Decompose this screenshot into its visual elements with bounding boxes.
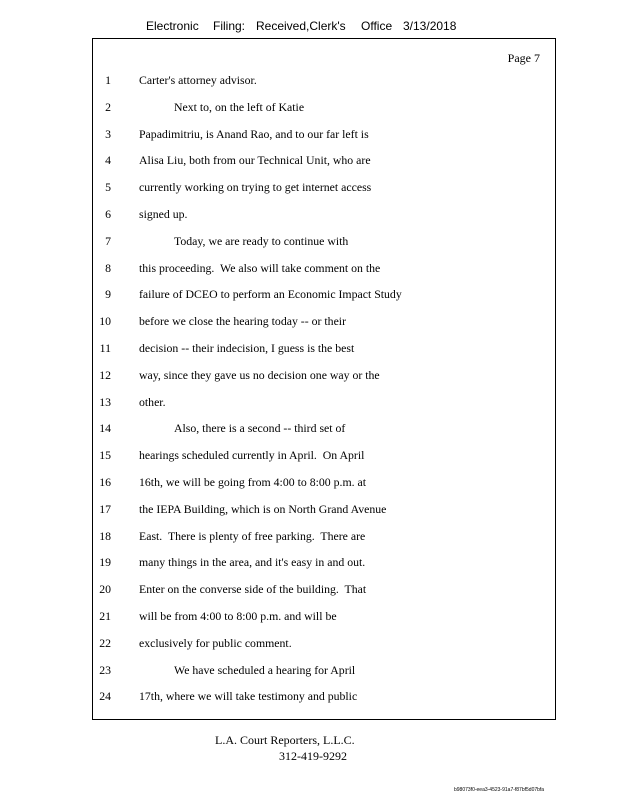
document-id: b98073f0-eea3-4523-91a7-f87bf5d07bfa	[454, 787, 545, 793]
line-text: 16th, we will be going from 4:00 to 8:00 p.m. at	[139, 475, 367, 489]
line-text: Next to, on the left of Katie	[174, 99, 305, 114]
line-number: 23	[99, 662, 111, 677]
line-number: 6	[105, 207, 111, 221]
transcript-line	[93, 582, 555, 602]
line-text: Today, we are ready to continue with	[174, 233, 349, 248]
line-text: Papadimitriu, is Anand Rao, and to our far left is	[139, 126, 369, 141]
transcript-line	[93, 636, 555, 656]
stamp-office: Office	[361, 19, 393, 33]
transcript-line	[93, 180, 555, 200]
line-text: East. There is plenty of free parking. There are	[139, 528, 366, 543]
transcript-line	[93, 100, 555, 120]
transcript-page	[92, 38, 556, 720]
line-text: Alisa Liu, both from our Technical Unit, who are	[139, 153, 371, 168]
line-text: will be from 4:00 to 8:00 p.m. and will be	[139, 609, 337, 623]
line-number: 19	[99, 555, 111, 570]
transcript-line	[93, 73, 555, 93]
line-number: 8	[105, 260, 111, 275]
transcript-line	[93, 127, 555, 147]
transcript-line	[93, 663, 555, 683]
line-number: 9	[105, 287, 111, 302]
line-text: before we close the hearing today -- or their	[139, 314, 347, 329]
stamp-date: 3/13/2018	[403, 19, 457, 33]
transcript-line	[93, 395, 555, 415]
line-text: this proceeding. We also will take comment on the	[139, 260, 381, 275]
line-text: failure of DCEO to perform an Economic Impact Study	[139, 287, 402, 302]
court-reporter-firm: L.A. Court Reporters, L.L.C.	[215, 733, 355, 747]
line-number: 12	[99, 367, 111, 382]
line-text: signed up.	[139, 207, 188, 221]
line-text: Also, there is a second -- third set of	[174, 421, 346, 436]
line-number: 2	[105, 99, 111, 114]
transcript-line	[93, 502, 555, 522]
transcript-line	[93, 314, 555, 334]
transcript-line	[93, 234, 555, 254]
line-number: 20	[99, 582, 111, 597]
line-text: currently working on trying to get internet access	[139, 180, 372, 195]
line-text: Carter's attorney advisor.	[139, 73, 257, 87]
line-number: 15	[99, 448, 111, 463]
transcript-line	[93, 207, 555, 227]
line-number: 10	[99, 314, 111, 329]
stamp-filing: Filing:	[213, 19, 246, 33]
line-number: 14	[99, 421, 111, 436]
line-number: 13	[99, 394, 111, 409]
line-text: many things in the area, and it's easy in and out.	[139, 555, 366, 570]
transcript-line	[93, 153, 555, 173]
page-number: Page 7	[507, 51, 540, 65]
transcript-line	[93, 448, 555, 468]
transcript-line	[93, 261, 555, 281]
line-text: decision -- their indecision, I guess is the best	[139, 341, 355, 355]
line-number: 1	[105, 73, 111, 87]
transcript-line	[93, 421, 555, 441]
line-text: We have scheduled a hearing for April	[174, 662, 356, 677]
transcript-line	[93, 555, 555, 575]
transcript-line	[93, 368, 555, 388]
line-number: 16	[99, 475, 111, 489]
line-text: Enter on the converse side of the building. That	[139, 582, 367, 597]
line-number: 4	[105, 153, 111, 168]
line-text: the IEPA Building, which is on North Grand Avenue	[139, 501, 387, 516]
electronic-filing-stamp	[0, 19, 618, 35]
line-text: hearings scheduled currently in April. On April	[139, 448, 365, 463]
transcript-line	[93, 287, 555, 307]
line-text: 17th, where we will take testimony and public	[139, 689, 358, 704]
stamp-received: Received,Clerk's	[256, 19, 346, 33]
transcript-line	[93, 689, 555, 709]
line-number: 17	[99, 501, 111, 516]
transcript-line	[93, 529, 555, 549]
line-number: 11	[99, 341, 111, 355]
line-number: 18	[99, 528, 111, 543]
line-text: other.	[139, 394, 166, 409]
line-text: way, since they gave us no decision one way or the	[139, 367, 380, 382]
transcript-line	[93, 341, 555, 361]
stamp-electronic: Electronic	[146, 19, 199, 33]
line-number: 22	[99, 635, 111, 650]
line-number: 5	[105, 180, 111, 195]
line-text: exclusively for public comment.	[139, 635, 292, 650]
transcript-line	[93, 475, 555, 495]
line-number: 3	[105, 126, 111, 141]
line-number: 24	[99, 689, 111, 704]
line-number: 21	[99, 609, 111, 623]
court-reporter-phone: 312-419-9292	[279, 749, 347, 763]
line-number: 7	[105, 233, 111, 248]
transcript-line	[93, 609, 555, 629]
